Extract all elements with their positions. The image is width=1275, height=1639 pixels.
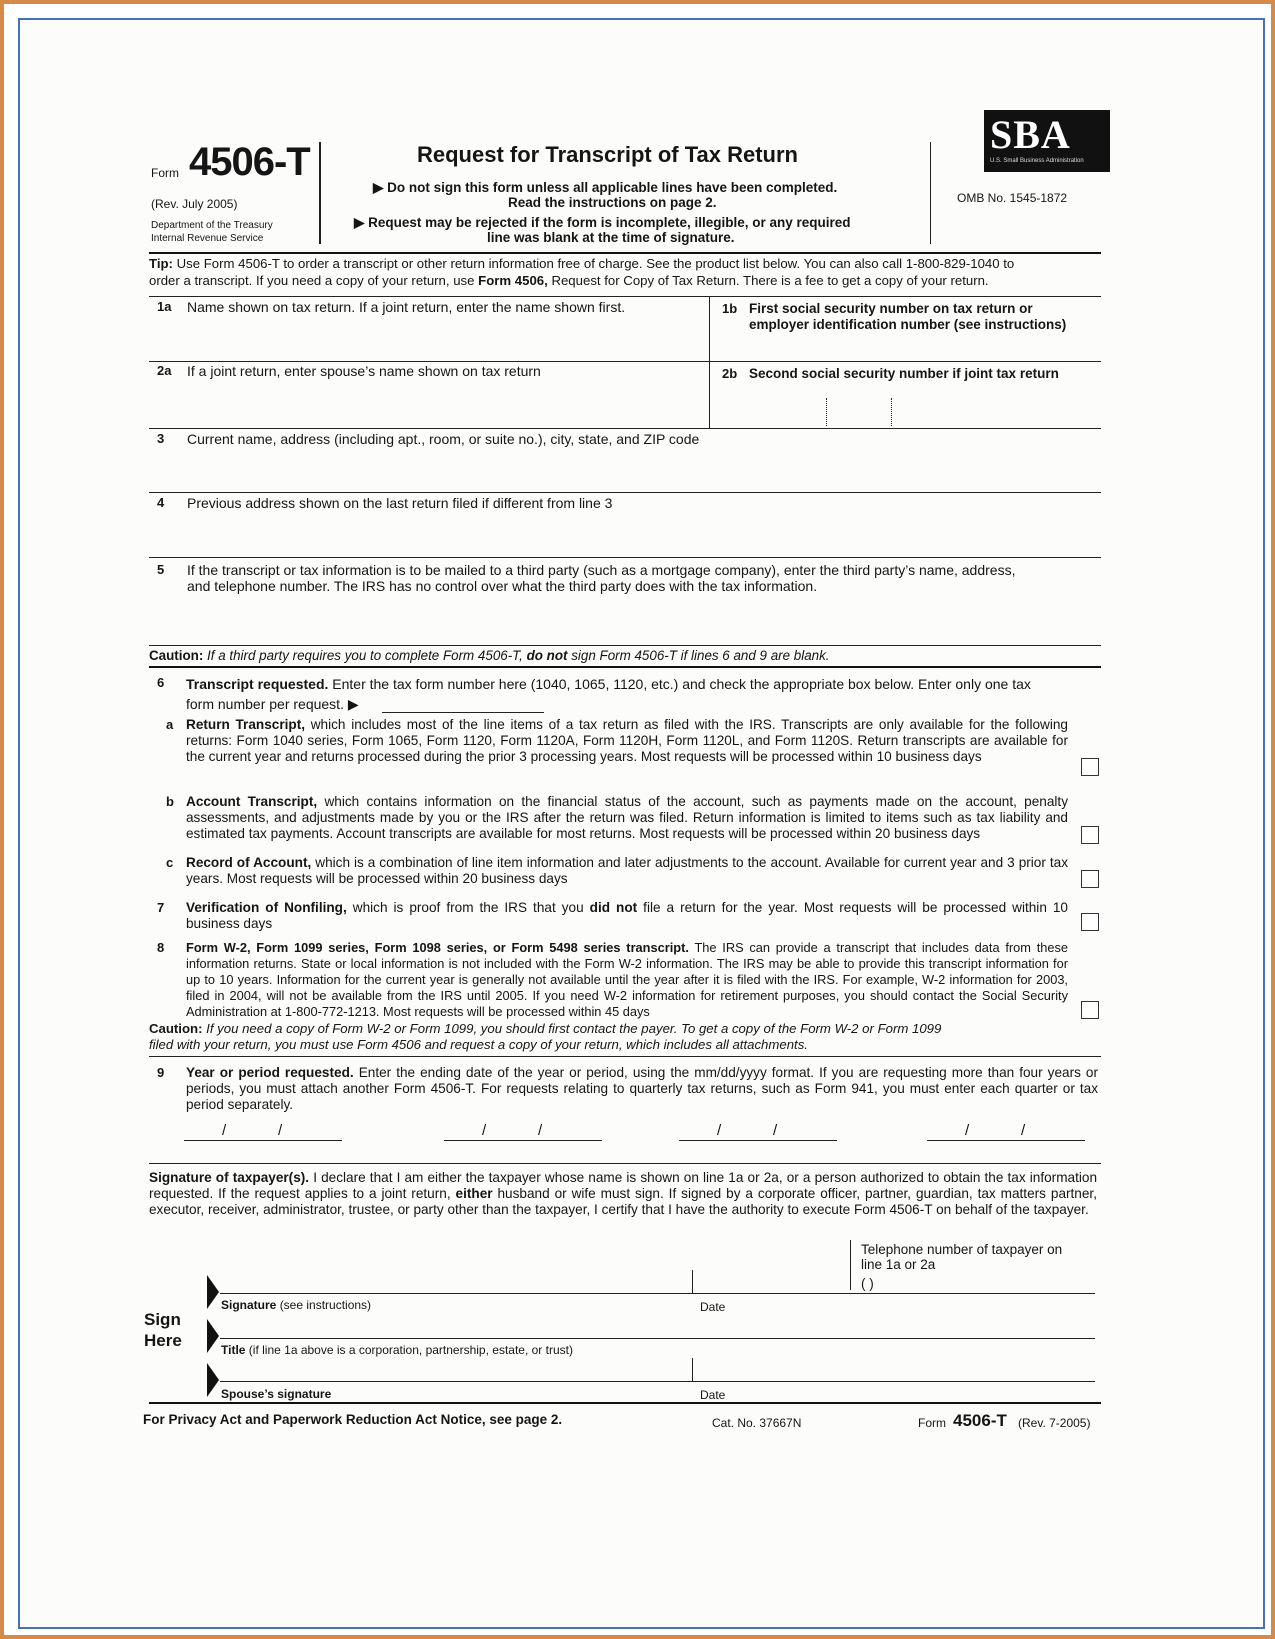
signature-declaration-text-a: I declare that I am either the taxpayer whose name is shown on line 1a or 2a, or a person authorized to obtain the tax information requested. If the request applies to a joint return, xyxy=(149,1170,1098,1201)
line-6-text1-body: Enter the tax form number here (1040, 1065, 1120, etc.) and check the appropriate box below. Enter only one tax xyxy=(332,676,1031,692)
caution1-text-c: sign Form 4506-T if lines 6 and 9 are blank. xyxy=(571,648,830,663)
spouse-date-divider xyxy=(692,1358,693,1381)
record-of-account-checkbox[interactable] xyxy=(1081,870,1099,888)
w2-transcript-checkbox[interactable] xyxy=(1081,1001,1099,1019)
return-transcript-checkbox[interactable] xyxy=(1081,758,1099,776)
omb-number: OMB No. 1545-1872 xyxy=(957,191,1068,205)
line-2b-input[interactable] xyxy=(749,398,1093,426)
line-8-number: 8 xyxy=(157,940,165,955)
signature-arrow-icon xyxy=(207,1275,219,1309)
phone-input[interactable] xyxy=(920,1273,1094,1293)
sign-label: Sign xyxy=(144,1310,181,1329)
instruction1-line1: ▶ Do not sign this form unless all applicable lines have been completed. xyxy=(373,180,838,195)
caution1-text-b: do not xyxy=(526,648,568,663)
rule-before-9 xyxy=(149,1056,1101,1057)
line-6b-text xyxy=(186,794,1068,860)
sba-logo-text: SBA xyxy=(990,112,1071,157)
period-field-1-slash-2: / xyxy=(278,1122,283,1139)
tip-label: Tip: xyxy=(149,256,173,271)
signature-declaration-label: Signature of taxpayer(s). xyxy=(149,1170,310,1185)
period-field-1-underline xyxy=(184,1140,342,1141)
line-1b-number: 1b xyxy=(722,301,738,316)
form-page xyxy=(20,20,1263,1627)
inner-frame xyxy=(18,18,1265,1629)
line-6a-text xyxy=(186,717,1068,783)
tip-line2 xyxy=(149,273,989,289)
caution1 xyxy=(149,648,830,664)
signature-caption-label: Signature xyxy=(221,1298,277,1312)
line-6-text2: form number per request. ▶ xyxy=(186,696,359,712)
rule-header xyxy=(149,252,1101,254)
line-2b-number: 2b xyxy=(722,366,738,381)
period-field-3-slash-1: / xyxy=(717,1122,722,1139)
title-caption xyxy=(221,1342,573,1358)
form-title: Request for Transcript of Tax Return xyxy=(417,142,798,167)
line-1a-number: 1a xyxy=(157,299,172,314)
caution1-text-a: If a third party requires you to complete Form 4506-T, xyxy=(207,648,523,663)
dept-line2: Internal Revenue Service xyxy=(151,233,264,244)
rule-before-caution1 xyxy=(149,645,1101,646)
line-6c-label: Record of Account, xyxy=(186,855,312,870)
rule-before-6 xyxy=(149,666,1101,668)
line-3-label: Current name, address (including apt., room, or suite no.), city, state, and ZIP code xyxy=(187,431,700,447)
line-4-input[interactable] xyxy=(187,516,1091,552)
tip-text2a: order a transcript. If you need a copy of your return, use xyxy=(149,273,475,288)
caution2-text1: If you need a copy of Form W-2 or Form 1099, you should first contact the payer. To get a copy of the Form W-2 or Form 1099 xyxy=(206,1021,942,1036)
rule-before-signature xyxy=(149,1163,1101,1164)
period-field-2-slash-1: / xyxy=(482,1122,487,1139)
period-field-2-underline xyxy=(444,1140,602,1141)
signature-date-divider xyxy=(692,1270,693,1293)
period-field-4[interactable] xyxy=(927,1120,1087,1142)
caution2-line2: filed with your return, you must use Form 4506 and request a copy of your return, which includes all attachments. xyxy=(149,1037,808,1052)
spouse-date-label: Date xyxy=(700,1388,726,1402)
line-5-input[interactable] xyxy=(187,598,1091,642)
line-1b-label2: employer identification number (see instructions) xyxy=(749,317,1067,332)
line-6c-text xyxy=(186,855,1068,889)
line-6a-body: which includes most of the line items of a tax return as filed with the IRS. Transcripts are only available for the following returns: Form 1040 series, Form 1065, Form 1120, Form 1120A, Form 1120H, Form 1120L, and Form 1120S. Return transcripts are available for the current year and returns processed during the prior 3 processing years. Most requests will be processed within 10 business days xyxy=(186,717,1068,764)
spouse-arrow-icon xyxy=(207,1363,219,1397)
period-field-3[interactable] xyxy=(679,1120,839,1142)
footer-cat-number: Cat. No. 37667N xyxy=(712,1416,802,1430)
caution1-label: Caution: xyxy=(149,648,204,663)
line-6a-label: Return Transcript, xyxy=(186,717,306,732)
tip-line1 xyxy=(149,256,1014,272)
line-7-label: Verification of Nonfiling, xyxy=(186,900,347,915)
line-6a-letter: a xyxy=(166,717,174,732)
line-2b-label: Second social security number if joint tax return xyxy=(749,366,1059,381)
line-6b-letter: b xyxy=(166,794,174,809)
line-6c-letter: c xyxy=(166,855,174,870)
phone-label-line1: Telephone number of taxpayer on xyxy=(861,1242,1063,1257)
line-7-number: 7 xyxy=(157,900,165,915)
signature-caption xyxy=(221,1297,371,1313)
account-transcript-checkbox[interactable] xyxy=(1081,826,1099,844)
line-7-text-a: which is proof from the IRS that you xyxy=(352,900,584,915)
form-revision: (Rev. July 2005) xyxy=(151,197,238,211)
signature-date-field[interactable] xyxy=(696,1270,846,1292)
period-field-1-slash-1: / xyxy=(222,1122,227,1139)
header-divider-right xyxy=(930,142,931,244)
period-field-1[interactable] xyxy=(184,1120,344,1142)
line-9-body: Enter the ending date of the year or period, using the mm/dd/yyyy format. If you are requesting more than four years or periods, you must attach another Form 4506-T. For requests relating to quarterly tax returns, such as Form 941, you must enter each quarter or tax period separately. xyxy=(186,1065,1099,1112)
tip-text1: Use Form 4506-T to order a transcript or other return information free of charge. See the product list below. You can also call 1-800-829-1040 to xyxy=(176,256,1015,271)
period-field-4-slash-1: / xyxy=(965,1122,970,1139)
form-number: 4506-T xyxy=(189,140,310,184)
line-6c-body: which is a combination of line item information and later adjustments to the account. Available for current year and 3 prior tax years. Most requests will be processed within 20 business days xyxy=(186,855,1068,886)
spouse-signature-field[interactable] xyxy=(220,1358,690,1380)
line-6-label: Transcript requested. xyxy=(186,676,329,692)
line-3-input[interactable] xyxy=(187,452,1091,488)
tip-text2b: Form 4506, xyxy=(478,273,548,288)
line-7-text xyxy=(186,900,1068,934)
period-field-2-slash-2: / xyxy=(538,1122,543,1139)
instruction2-line1: ▶ Request may be rejected if the form is incomplete, illegible, or any required xyxy=(354,215,851,230)
line-6-text1 xyxy=(186,676,1031,692)
footer-revision: (Rev. 7-2005) xyxy=(1018,1416,1091,1430)
form-word: Form xyxy=(151,166,179,180)
phone-divider xyxy=(850,1240,851,1290)
signature-declaration-text-b: either xyxy=(455,1186,493,1201)
line-6-number: 6 xyxy=(157,675,165,690)
here-label: Here xyxy=(144,1331,182,1350)
rule-before-4 xyxy=(149,492,1101,493)
divider-1b xyxy=(709,296,710,428)
instruction2-line2: line was blank at the time of signature. xyxy=(487,230,735,245)
signature-declaration xyxy=(149,1170,1097,1234)
title-caption-note: (if line 1a above is a corporation, partnership, estate, or trust) xyxy=(248,1343,573,1357)
header-divider-left xyxy=(319,142,321,244)
line-2a-input[interactable] xyxy=(187,385,701,423)
line-4-label: Previous address shown on the last return filed if different from line 3 xyxy=(187,495,613,511)
footer-privacy: For Privacy Act and Paperwork Reduction Act Notice, see page 2. xyxy=(143,1412,563,1427)
signature-date-label: Date xyxy=(700,1300,726,1314)
line-1b-label1: First social security number on tax return or xyxy=(749,301,1033,316)
sba-logo xyxy=(984,110,1110,172)
signature-field[interactable] xyxy=(220,1270,690,1292)
line-5-number: 5 xyxy=(157,562,165,577)
line-9-text xyxy=(186,1065,1098,1115)
tip-text2c: Request for Copy of Tax Return. There is a fee to get a copy of your return. xyxy=(551,273,989,288)
line-2a-label: If a joint return, enter spouse’s name shown on tax return xyxy=(187,363,541,379)
period-field-3-underline xyxy=(679,1140,837,1141)
line-7-text-b: did not xyxy=(589,900,638,915)
line-8-body: The IRS can provide a transcript that includes data from these information returns. State or local information is not included with the Form W-2 information. The IRS may be able to provide this transcript information for up to 10 years. Information for the current year is generally not available until the year after it is filed with the IRS. For example, W-2 information for 2003, filed in 2004, will not be available from the IRS until 2005. If you need W-2 information for retirement purposes, you should contact the Social Security Administration at 1-800-772-1213. Most requests will be processed within 45 days xyxy=(186,940,1069,1019)
period-field-2[interactable] xyxy=(444,1120,604,1142)
line-9-number: 9 xyxy=(157,1065,165,1080)
spouse-caption: Spouse’s signature xyxy=(221,1387,332,1401)
period-field-4-underline xyxy=(927,1140,1085,1141)
line-2a-number: 2a xyxy=(157,363,172,378)
verification-nonfiling-checkbox[interactable] xyxy=(1081,913,1099,931)
signature-line xyxy=(220,1293,1095,1294)
line-1a-label: Name shown on tax return. If a joint return, enter the name shown first. xyxy=(187,299,626,315)
footer-form-word: Form xyxy=(918,1416,946,1430)
line-8-label: Form W-2, Form 1099 series, Form 1098 series, or Form 5498 series transcript. xyxy=(186,940,689,955)
line-4-number: 4 xyxy=(157,495,165,510)
line-3-number: 3 xyxy=(157,431,165,446)
line-9-label: Year or period requested. xyxy=(186,1065,354,1080)
line-1b-input[interactable] xyxy=(749,336,1093,358)
rule-footer xyxy=(149,1402,1101,1404)
caution2-label: Caution: xyxy=(149,1021,203,1036)
line-5-label1: If the transcript or tax information is to be mailed to a third party (such as a mortgage company), enter the third party’s name, address, xyxy=(187,562,1016,578)
footer-form-number: 4506-T xyxy=(953,1411,1007,1430)
title-field[interactable] xyxy=(220,1315,1090,1337)
dept-line1: Department of the Treasury xyxy=(151,220,273,231)
rule-before-2a xyxy=(149,361,1101,362)
spouse-date-field[interactable] xyxy=(696,1358,846,1380)
title-line xyxy=(220,1338,1095,1339)
rule-before-3 xyxy=(149,428,1101,429)
title-caption-label: Title xyxy=(221,1343,246,1357)
line-5-label2: and telephone number. The IRS has no control over what the third party does with the tax information. xyxy=(187,578,818,594)
phone-label-line2: line 1a or 2a xyxy=(861,1257,936,1272)
signature-caption-note: (see instructions) xyxy=(279,1298,372,1312)
title-arrow-icon xyxy=(207,1319,219,1353)
line-6b-body: which contains information on the financial status of the account, such as payments made on the account, penalty assessments, and adjustments made by you or the IRS after the return was filed. Return information is limited to items such as tax liability and estimated tax payments. Account transcripts are available for most returns. Most requests will be processed within 20 business days xyxy=(186,794,1069,841)
tax-form-number-input[interactable] xyxy=(382,694,544,713)
spouse-line xyxy=(220,1381,1095,1382)
caution2-line1 xyxy=(149,1021,941,1037)
period-field-3-slash-2: / xyxy=(773,1122,778,1139)
instruction1-line2: Read the instructions on page 2. xyxy=(508,195,717,210)
line-7-text-c: file a return for the year. Most requests will be processed within 10 business days xyxy=(186,900,1068,931)
line-1a-input[interactable] xyxy=(187,320,701,356)
phone-parens: ( ) xyxy=(861,1276,874,1291)
sba-logo-subtext: U.S. Small Business Administration xyxy=(990,158,1084,164)
signature-declaration-text-c: husband or wife must sign. If signed by a corporate officer, partner, guardian, tax matters partner, executor, receiver, administrator, trustee, or party other than the taxpayer, I certify that I have the authority to execute Form 4506-T on behalf of the taxpayer. xyxy=(149,1186,1097,1217)
rule-before-5 xyxy=(149,557,1101,558)
period-field-4-slash-2: / xyxy=(1021,1122,1026,1139)
rule-before-1a xyxy=(149,296,1101,297)
line-6b-label: Account Transcript, xyxy=(186,794,318,809)
line-8-text xyxy=(186,940,1068,1022)
